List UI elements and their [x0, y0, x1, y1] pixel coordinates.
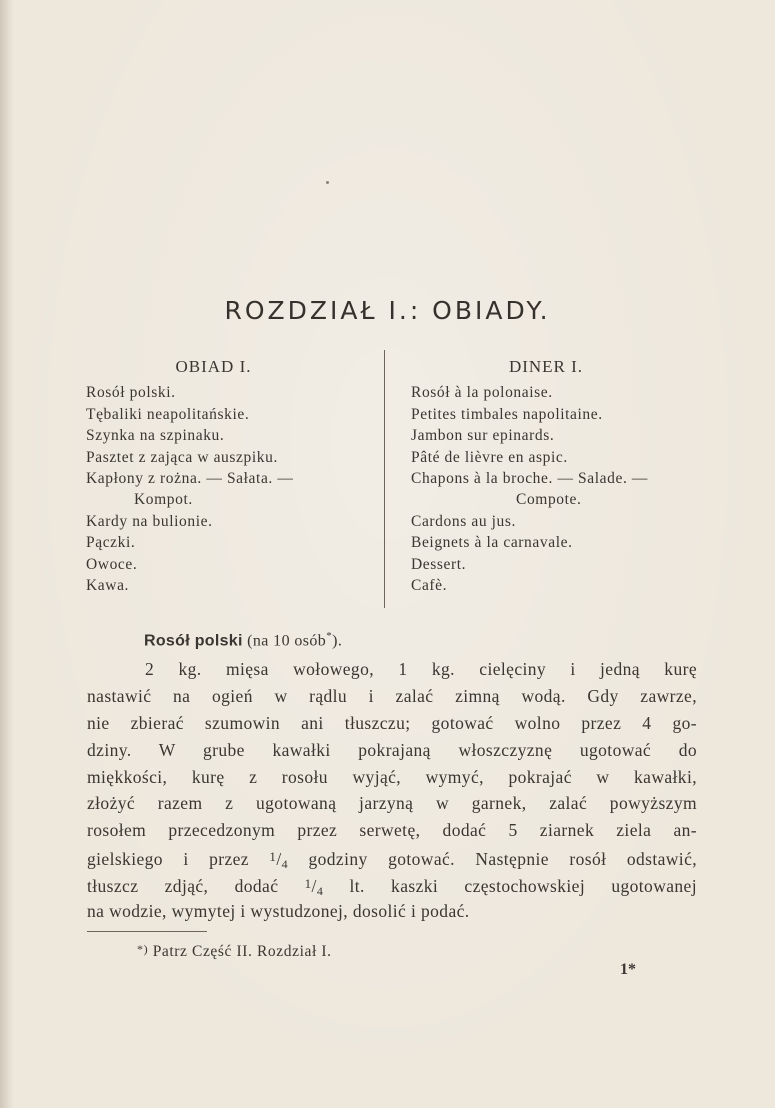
menu-item: Petites timbales napolitaine.: [411, 405, 603, 423]
chapter-title: ROZDZIAŁ I.: OBIADY.: [224, 296, 551, 325]
menu-item: Compote.: [516, 491, 582, 509]
footnote: [137, 942, 332, 961]
recipe-title: [144, 630, 342, 650]
menu-item: Rosół à la polonaise.: [411, 384, 553, 402]
menu-item: Tębaliki neapolitańskie.: [86, 405, 250, 423]
recipe-line: na wodzie, wymytej i wystudzonej, dosolić i podać.: [87, 901, 470, 922]
menu-polish: [86, 356, 376, 596]
recipe-text: godziny gotować. Następnie rosół odstawić,: [308, 849, 698, 870]
recipe-line: dziny. W grube kawałki pokrajaną włoszczyznę ugotować do: [87, 739, 697, 760]
recipe-line: [87, 871, 697, 898]
fraction-numerator: 1: [269, 849, 277, 865]
recipe-text: lt. kaszki częstochowskiej ugotowanej: [349, 876, 697, 897]
recipe-line: nastawić na ogień w rądlu i zalać zimną wodą. Gdy zawrze,: [87, 685, 697, 706]
menu-item: Kardy na bulionie.: [86, 512, 213, 530]
menu-heading: OBIAD I.: [175, 357, 252, 376]
signature-mark: 1*: [620, 961, 636, 978]
recipe-line: rosołem przecedzonym przez serwetę, dodać 5 ziarnek ziela an-: [87, 820, 697, 841]
fraction-denominator: 4: [316, 884, 324, 899]
page-binding-edge: [0, 0, 14, 1108]
footnote-text: Patrz Część II. Rozdział I.: [152, 943, 332, 960]
recipe-name: Rosół polski: [144, 632, 243, 650]
menu-item: Cafè.: [411, 577, 448, 595]
menu-item: Pasztet z zająca w auszpiku.: [86, 448, 278, 466]
recipe-servings: (na 10 osób: [247, 632, 327, 650]
recipe-line: złożyć razem z ugotowaną jarzyną w garnek, zalać powyższym: [87, 793, 697, 814]
menu-item: Jambon sur epinards.: [411, 427, 555, 445]
fraction: $^1$/4: [304, 876, 324, 899]
recipe-text: tłuszcz zdjąć, dodać: [87, 876, 279, 897]
menu-item: Kawa.: [86, 577, 130, 595]
menu-item: Rosół polski.: [86, 384, 176, 402]
menu-item: Chapons à la broche. — Salade. —: [411, 470, 649, 488]
recipe-line: nie zbierać szumowin ani tłuszczu; gotować wolno przez 4 go-: [87, 712, 697, 733]
menu-item: Dessert.: [411, 555, 467, 573]
menu-french: [411, 356, 711, 596]
menu-heading: DINER I.: [508, 357, 584, 376]
recipe-text: gielskiego i przez: [87, 849, 249, 870]
paper-speck: [326, 181, 329, 184]
recipe-line: miękkości, kurę z rosołu wyjąć, wymyć, pokrajać w kawałki,: [87, 766, 697, 787]
footnote-marker: *): [137, 942, 149, 956]
menu-item: Pączki.: [86, 534, 136, 552]
footnote-rule: [87, 931, 207, 932]
menu-item: Beignets à la carnavale.: [411, 534, 573, 552]
menu-item: Kapłony z rożna. — Sałata. —: [86, 470, 294, 488]
menu-item: Cardons au jus.: [411, 512, 517, 530]
fraction-numerator: 1: [304, 876, 312, 892]
recipe-line: 2 kg. mięsa wołowego, 1 kg. cielęciny i jedną kurę: [145, 659, 697, 679]
footnote-marker: *: [326, 630, 333, 642]
menu-item: Szynka na szpinaku.: [86, 427, 225, 445]
recipe-servings-close: ).: [332, 632, 343, 650]
recipe-body: [87, 656, 697, 925]
column-divider: [384, 350, 385, 608]
menu-item: Pâté de lièvre en aspic.: [411, 448, 568, 466]
fraction-denominator: 4: [281, 857, 288, 872]
fraction: $^1$/4: [269, 849, 288, 872]
recipe-line: [87, 844, 697, 871]
menu-item: Owoce.: [86, 555, 138, 573]
menu-item: Kompot.: [134, 491, 193, 509]
